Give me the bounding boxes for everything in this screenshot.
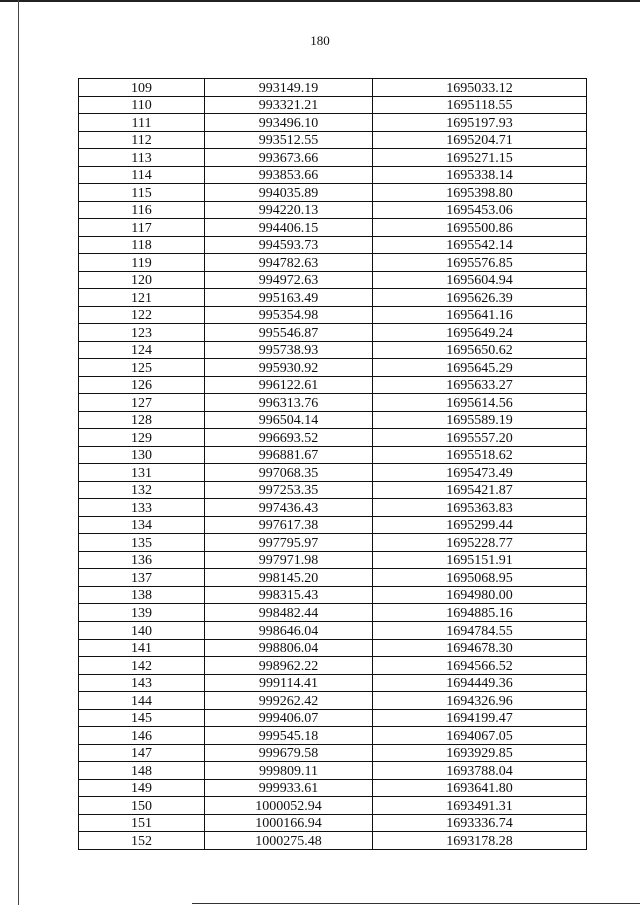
y-coordinate-cell: 1693491.31 (373, 797, 587, 815)
table-row (79, 306, 587, 324)
x-coordinate-cell: 994782.63 (205, 254, 373, 272)
y-coordinate-cell: 1694566.52 (373, 657, 587, 675)
x-coordinate-cell: 996122.61 (205, 376, 373, 394)
table-row (79, 359, 587, 377)
point-number-cell: 135 (79, 534, 205, 552)
y-coordinate-cell: 1694326.96 (373, 692, 587, 710)
x-coordinate-cell: 998806.04 (205, 639, 373, 657)
y-coordinate-cell: 1695557.20 (373, 429, 587, 447)
y-coordinate-cell: 1695453.06 (373, 201, 587, 219)
x-coordinate-cell: 995930.92 (205, 359, 373, 377)
x-coordinate-cell: 997436.43 (205, 499, 373, 517)
x-coordinate-cell: 998646.04 (205, 621, 373, 639)
point-number-cell: 141 (79, 639, 205, 657)
table-row (79, 516, 587, 534)
table-row (79, 166, 587, 184)
x-coordinate-cell: 999809.11 (205, 762, 373, 780)
point-number-cell: 132 (79, 481, 205, 499)
table-row (79, 131, 587, 149)
x-coordinate-cell: 995738.93 (205, 341, 373, 359)
x-coordinate-cell: 997253.35 (205, 481, 373, 499)
y-coordinate-cell: 1694784.55 (373, 621, 587, 639)
y-coordinate-cell: 1694678.30 (373, 639, 587, 657)
point-number-cell: 109 (79, 79, 205, 97)
point-number-cell: 128 (79, 411, 205, 429)
point-number-cell: 113 (79, 149, 205, 167)
y-coordinate-cell: 1695614.56 (373, 394, 587, 412)
x-coordinate-cell: 995163.49 (205, 289, 373, 307)
point-number-cell: 116 (79, 201, 205, 219)
x-coordinate-cell: 998482.44 (205, 604, 373, 622)
y-coordinate-cell: 1695338.14 (373, 166, 587, 184)
coordinates-table (78, 78, 587, 850)
table-row (79, 744, 587, 762)
y-coordinate-cell: 1695197.93 (373, 114, 587, 132)
y-coordinate-cell: 1693929.85 (373, 744, 587, 762)
table-row (79, 411, 587, 429)
y-coordinate-cell: 1695033.12 (373, 79, 587, 97)
x-coordinate-cell: 993496.10 (205, 114, 373, 132)
table-row (79, 709, 587, 727)
y-coordinate-cell: 1695398.80 (373, 184, 587, 202)
table-row (79, 727, 587, 745)
point-number-cell: 129 (79, 429, 205, 447)
y-coordinate-cell: 1695626.39 (373, 289, 587, 307)
x-coordinate-cell: 996313.76 (205, 394, 373, 412)
point-number-cell: 150 (79, 797, 205, 815)
y-coordinate-cell: 1695589.19 (373, 411, 587, 429)
point-number-cell: 136 (79, 551, 205, 569)
y-coordinate-cell: 1695151.91 (373, 551, 587, 569)
table-row (79, 376, 587, 394)
y-coordinate-cell: 1695518.62 (373, 446, 587, 464)
x-coordinate-cell: 1000166.94 (205, 814, 373, 832)
x-coordinate-cell: 993853.66 (205, 166, 373, 184)
y-coordinate-cell: 1695645.29 (373, 359, 587, 377)
point-number-cell: 112 (79, 131, 205, 149)
x-coordinate-cell: 994406.15 (205, 219, 373, 237)
y-coordinate-cell: 1695641.16 (373, 306, 587, 324)
y-coordinate-cell: 1694199.47 (373, 709, 587, 727)
x-coordinate-cell: 998315.43 (205, 586, 373, 604)
point-number-cell: 118 (79, 236, 205, 254)
point-number-cell: 151 (79, 814, 205, 832)
x-coordinate-cell: 995546.87 (205, 324, 373, 342)
table-row (79, 429, 587, 447)
point-number-cell: 144 (79, 692, 205, 710)
y-coordinate-cell: 1695118.55 (373, 96, 587, 114)
y-coordinate-cell: 1694067.05 (373, 727, 587, 745)
table-row (79, 149, 587, 167)
point-number-cell: 111 (79, 114, 205, 132)
table-row (79, 762, 587, 780)
table-row (79, 341, 587, 359)
point-number-cell: 120 (79, 271, 205, 289)
x-coordinate-cell: 994972.63 (205, 271, 373, 289)
table-row (79, 114, 587, 132)
point-number-cell: 126 (79, 376, 205, 394)
y-coordinate-cell: 1694980.00 (373, 586, 587, 604)
top-border-rule (0, 0, 640, 2)
x-coordinate-cell: 994220.13 (205, 201, 373, 219)
table-row (79, 604, 587, 622)
table-row (79, 271, 587, 289)
table-row (79, 289, 587, 307)
x-coordinate-cell: 999114.41 (205, 674, 373, 692)
table-row (79, 569, 587, 587)
x-coordinate-cell: 993149.19 (205, 79, 373, 97)
table-row (79, 797, 587, 815)
table-row (79, 674, 587, 692)
point-number-cell: 138 (79, 586, 205, 604)
table-row (79, 621, 587, 639)
point-number-cell: 110 (79, 96, 205, 114)
x-coordinate-cell: 994593.73 (205, 236, 373, 254)
point-number-cell: 117 (79, 219, 205, 237)
left-margin-rule (18, 0, 19, 905)
point-number-cell: 143 (79, 674, 205, 692)
x-coordinate-cell: 997617.38 (205, 516, 373, 534)
table-row (79, 446, 587, 464)
y-coordinate-cell: 1694449.36 (373, 674, 587, 692)
y-coordinate-cell: 1695500.86 (373, 219, 587, 237)
y-coordinate-cell: 1695271.15 (373, 149, 587, 167)
x-coordinate-cell: 996504.14 (205, 411, 373, 429)
y-coordinate-cell: 1695068.95 (373, 569, 587, 587)
x-coordinate-cell: 996881.67 (205, 446, 373, 464)
point-number-cell: 149 (79, 779, 205, 797)
point-number-cell: 122 (79, 306, 205, 324)
table-row (79, 464, 587, 482)
table-row (79, 692, 587, 710)
y-coordinate-cell: 1695576.85 (373, 254, 587, 272)
point-number-cell: 145 (79, 709, 205, 727)
point-number-cell: 119 (79, 254, 205, 272)
x-coordinate-cell: 994035.89 (205, 184, 373, 202)
x-coordinate-cell: 993673.66 (205, 149, 373, 167)
y-coordinate-cell: 1695363.83 (373, 499, 587, 517)
y-coordinate-cell: 1693178.28 (373, 832, 587, 850)
y-coordinate-cell: 1695542.14 (373, 236, 587, 254)
table-row (79, 481, 587, 499)
table-row (79, 254, 587, 272)
y-coordinate-cell: 1695650.62 (373, 341, 587, 359)
y-coordinate-cell: 1695421.87 (373, 481, 587, 499)
y-coordinate-cell: 1695473.49 (373, 464, 587, 482)
x-coordinate-cell: 998145.20 (205, 569, 373, 587)
point-number-cell: 140 (79, 621, 205, 639)
x-coordinate-cell: 993512.55 (205, 131, 373, 149)
point-number-cell: 130 (79, 446, 205, 464)
y-coordinate-cell: 1693336.74 (373, 814, 587, 832)
y-coordinate-cell: 1695604.94 (373, 271, 587, 289)
x-coordinate-cell: 997068.35 (205, 464, 373, 482)
table-row (79, 499, 587, 517)
point-number-cell: 152 (79, 832, 205, 850)
y-coordinate-cell: 1693788.04 (373, 762, 587, 780)
y-coordinate-cell: 1695299.44 (373, 516, 587, 534)
point-number-cell: 123 (79, 324, 205, 342)
point-number-cell: 148 (79, 762, 205, 780)
table-row (79, 394, 587, 412)
y-coordinate-cell: 1695633.27 (373, 376, 587, 394)
point-number-cell: 133 (79, 499, 205, 517)
table-row (79, 586, 587, 604)
x-coordinate-cell: 997795.97 (205, 534, 373, 552)
x-coordinate-cell: 997971.98 (205, 551, 373, 569)
point-number-cell: 124 (79, 341, 205, 359)
table-row (79, 324, 587, 342)
table-row (79, 534, 587, 552)
x-coordinate-cell: 1000275.48 (205, 832, 373, 850)
x-coordinate-cell: 1000052.94 (205, 797, 373, 815)
table-row (79, 779, 587, 797)
point-number-cell: 121 (79, 289, 205, 307)
x-coordinate-cell: 995354.98 (205, 306, 373, 324)
table-row (79, 236, 587, 254)
x-coordinate-cell: 999262.42 (205, 692, 373, 710)
x-coordinate-cell: 999406.07 (205, 709, 373, 727)
table-row (79, 96, 587, 114)
table-row (79, 219, 587, 237)
x-coordinate-cell: 999933.61 (205, 779, 373, 797)
x-coordinate-cell: 996693.52 (205, 429, 373, 447)
point-number-cell: 125 (79, 359, 205, 377)
x-coordinate-cell: 993321.21 (205, 96, 373, 114)
point-number-cell: 137 (79, 569, 205, 587)
x-coordinate-cell: 999545.18 (205, 727, 373, 745)
table-row (79, 79, 587, 97)
bottom-border-rule (192, 903, 640, 904)
point-number-cell: 146 (79, 727, 205, 745)
point-number-cell: 131 (79, 464, 205, 482)
y-coordinate-cell: 1694885.16 (373, 604, 587, 622)
table-row (79, 657, 587, 675)
coordinates-table-body (79, 79, 587, 850)
point-number-cell: 147 (79, 744, 205, 762)
y-coordinate-cell: 1695649.24 (373, 324, 587, 342)
table-row (79, 814, 587, 832)
table-row (79, 184, 587, 202)
point-number-cell: 139 (79, 604, 205, 622)
y-coordinate-cell: 1693641.80 (373, 779, 587, 797)
point-number-cell: 142 (79, 657, 205, 675)
point-number-cell: 115 (79, 184, 205, 202)
table-row (79, 832, 587, 850)
point-number-cell: 127 (79, 394, 205, 412)
y-coordinate-cell: 1695204.71 (373, 131, 587, 149)
table-row (79, 201, 587, 219)
point-number-cell: 134 (79, 516, 205, 534)
x-coordinate-cell: 998962.22 (205, 657, 373, 675)
page-number: 180 (310, 33, 330, 48)
table-row (79, 551, 587, 569)
table-row (79, 639, 587, 657)
x-coordinate-cell: 999679.58 (205, 744, 373, 762)
point-number-cell: 114 (79, 166, 205, 184)
y-coordinate-cell: 1695228.77 (373, 534, 587, 552)
